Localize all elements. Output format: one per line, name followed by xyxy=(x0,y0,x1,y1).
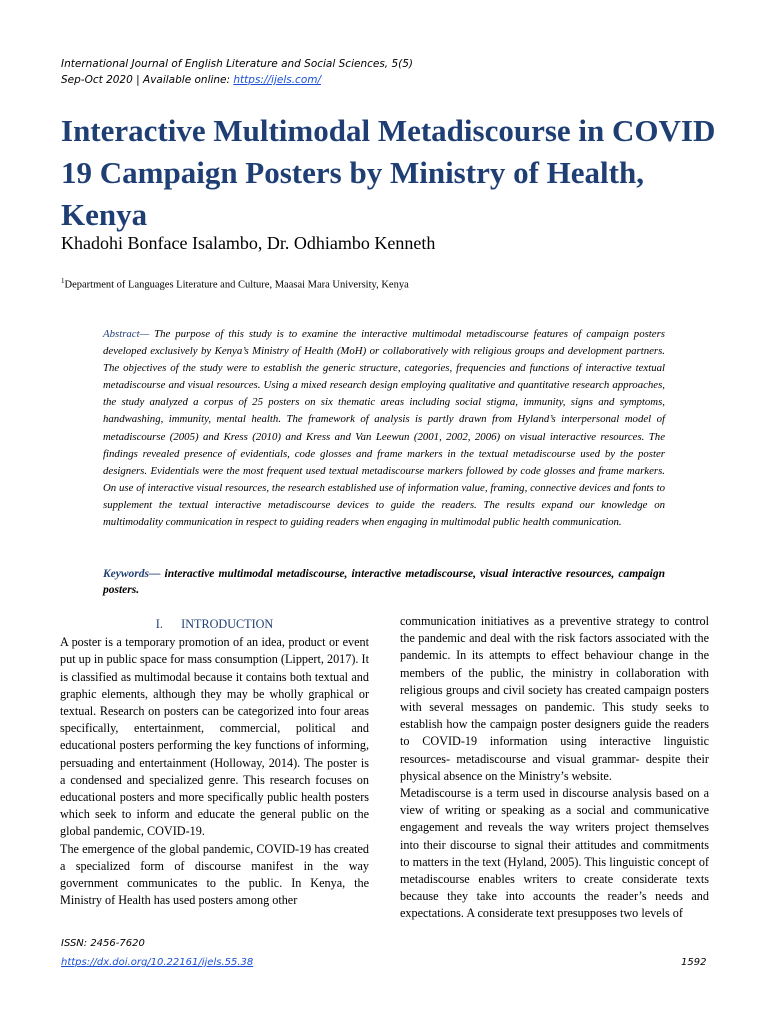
intro-paragraph-3: communication initiatives as a preventive strategy to control the pandemic and deal with the risk factors associated with the pandemic. In its attempts to effect behaviour change in the members of the public, the ministry in collaboration with religious groups and civil society has created campaign posters with several messages on pandemic. This study seeks to establish how the campaign poster designers guide the readers to COVID-19 information using interactive linguistic resources- metadiscourse and visual grammar- despite their physical absence on the Ministry’s website. xyxy=(400,614,709,783)
abstract xyxy=(103,326,665,531)
left-column xyxy=(60,613,369,909)
page-number: 1592 xyxy=(681,957,707,968)
doi-link[interactable]: https://dx.doi.org/10.22161/ijels.55.38 xyxy=(61,957,254,968)
keywords-text: interactive multimodal metadiscourse, interactive metadiscourse, visual interactive resources, campaign posters. xyxy=(103,568,665,596)
keywords-label: Keywords— xyxy=(103,568,161,580)
issue-prefix: Sep-Oct 2020 | Available online: xyxy=(61,74,234,86)
abstract-label: Abstract— xyxy=(103,328,150,340)
affiliation xyxy=(61,277,409,291)
intro-paragraph-4: Metadiscourse is a term used in discourse analysis based on a view of writing or speaking as a social and communicative engagement and reveals the way writers project themselves into their discourse to signal their attitudes and commitments to matters in the text (Hyland, 2005). This linguistic concept of metadiscourse enables writers to create considerate texts because they take into accounts the reader’s needs and expectations. A considerate text presupposes two levels of xyxy=(400,786,709,921)
journal-name: International Journal of English Literature and Social Sciences, 5(5) xyxy=(61,58,414,70)
abstract-text: The purpose of this study is to examine the interactive multimodal metadiscourse features of campaign posters developed exclusively by Kenya’s Ministry of Health (MoH) or collaboratively with religious groups and development partners. The objectives of the study were to establish the generic structure, categories, frequencies and functions of interactive textual metadiscourse and visual resources. Using a mixed research design employing qualitative and quantitative research approaches, the study analyzed a corpus of 25 posters on six thematic areas including social stigma, immunity, signs and symptoms, handwashing, immunity, mental health. The framework of analysis is partly drawn from Hyland’s interpersonal model of metadiscourse (2005) and Kress (2010) and Kress and Van Leewun (2001, 2002, 2006) on visual interactive resources. The findings revealed presence of evidentials, code glosses and frame markers in the textual metadiscourse used by the poster designers. Evidentials were the most frequent used textual metadiscourse markers followed by code glosses and frame markers. On use of interactive visual resources, the research established use of information value, framing, connective devices and fonts to supplement the textual interactive metadiscourse devices to guide the readers. The results expand our knowledge on multimodality communication in respect to guiding readers when engaging in multimodal public health communication. xyxy=(103,328,665,529)
affiliation-text: Department of Languages Literature and Culture, Maasai Mara University, Kenya xyxy=(64,279,409,291)
authors: Khadohi Bonface Isalambo, Dr. Odhiambo Kenneth xyxy=(61,233,436,253)
section-heading-introduction: I. INTRODUCTION xyxy=(155,617,274,631)
affiliation-marker: 1 xyxy=(61,277,65,285)
issn: ISSN: 2456-7620 xyxy=(61,938,145,949)
journal-url-link[interactable]: https://ijels.com/ xyxy=(233,74,322,86)
page-footer xyxy=(61,934,253,972)
intro-paragraph-1: A poster is a temporary promotion of an idea, product or event put up in public space for mass consumption (Lippert, 2017). It is classified as multimodal because it contains both textual and graphic elements, although they may be wholly graphical or textual. Research on posters can be categorized into four areas specifically, entertainment, commercial, political and educational posters performing the key functions of informing, persuading and entertainment (Holloway, 2014). The poster is a condensed and specialized genre. This research focuses on educational posters and more specifically public health posters which seek to inform and educate the general public on the global pandemic, COVID-19. xyxy=(60,635,369,839)
right-column xyxy=(400,613,709,923)
keywords xyxy=(103,566,665,598)
intro-paragraph-2: The emergence of the global pandemic, COVID-19 has created a specialized form of discourse manifest in the way government communicates to the public. In Kenya, the Ministry of Health has used posters among other xyxy=(60,841,369,908)
journal-header xyxy=(61,56,413,88)
paper-title: Interactive Multimodal Metadiscourse in COVID 19 Campaign Posters by Ministry of Health, Kenya xyxy=(61,113,716,232)
issue-line xyxy=(61,72,413,88)
